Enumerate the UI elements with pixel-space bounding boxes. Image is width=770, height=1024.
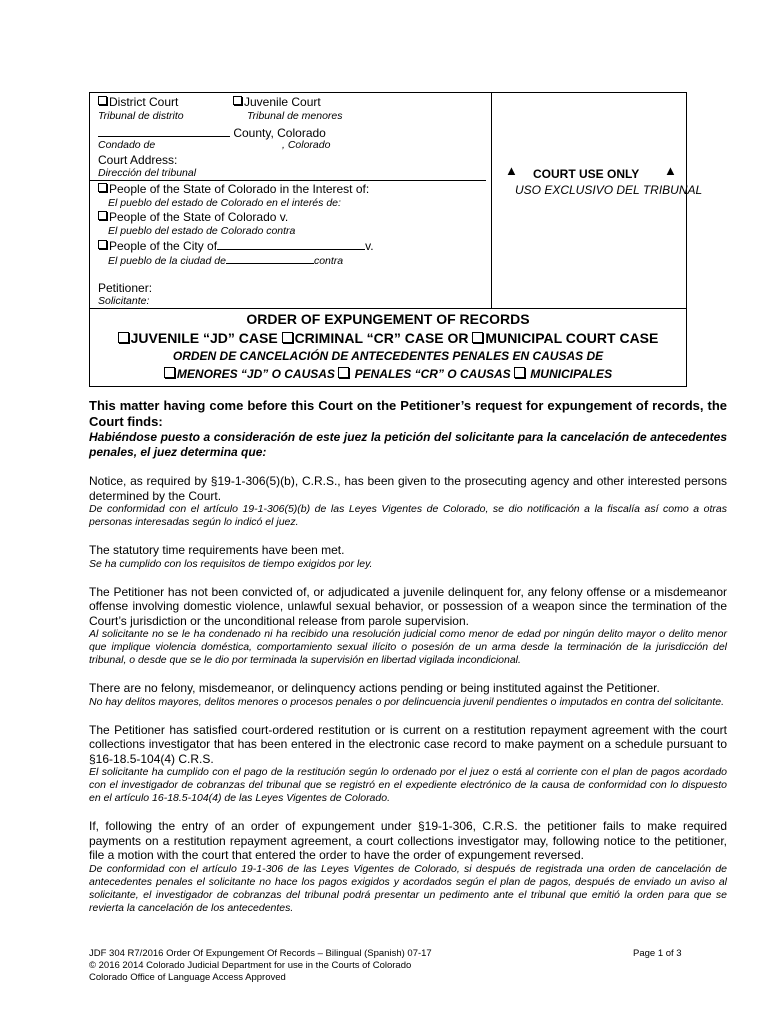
district-court-option[interactable]: District Court — [98, 95, 178, 109]
finding-no-pending-es: No hay delitos mayores, delitos menores o procesos penales o por delincuencia juvenil pendientes o imputados en contra del solicitante. — [89, 695, 725, 708]
checkbox-icon[interactable] — [472, 332, 483, 343]
finding-reversal — [89, 819, 727, 915]
finding-notice-es: De conformidad con el artículo 19-1-306(5)(b) de las Leyes Vigentes de Colorado, se dio notificación a la fiscalía así como a otras personas interesadas según lo indicó el juez. — [89, 503, 727, 528]
approval-note: Colorado Office of Language Access Approved — [89, 972, 286, 983]
city-es-blank — [226, 253, 314, 264]
order-title-block — [90, 308, 686, 387]
order-title: ORDER OF EXPUNGEMENT OF RECORDS — [246, 311, 530, 327]
finding-restitution-es: El solicitante ha cumplido con el pago de la restitución según lo ordenado por el juez o está al corriente con el plan de pagos acordado con el investigador de cobranzas del tribunal que se registró en el expediente electrónico de la causa de conformidad con lo dispuesto en el artículo 16-18.5-104(4) de las Leyes Vigentes de Colorado. — [89, 766, 727, 804]
party-option-state[interactable]: People of the State of Colorado v. — [98, 210, 288, 224]
address-divider — [90, 180, 486, 181]
juvenile-court-option[interactable]: Juvenile Court — [233, 95, 321, 109]
finding-notice — [89, 474, 727, 529]
intro-paragraph — [89, 398, 727, 460]
finding-no-conviction-es: Al solicitante no se le ha condenado ni ha recibido una resolución judicial como menor de edad por ningún delito mayor o delito menor que implique violencia doméstica, comportamiento sexual ilícito o posesión de un arma desde la terminación de la jurisdicción del tribunal, o desde que se le dio por terminada la supervisión en libertad vigilada incondicional. — [89, 628, 727, 666]
order-title-es: ORDEN DE CANCELACIÓN DE ANTECEDENTES PENALES EN CAUSAS DE — [172, 349, 604, 363]
checkbox-icon[interactable] — [98, 240, 107, 249]
checkbox-icon[interactable] — [98, 183, 107, 192]
order-body — [89, 398, 727, 929]
party-option-state-es: El pueblo del estado de Colorado contra — [108, 225, 296, 237]
copyright: © 2016 2014 Colorado Judicial Department for use in the Courts of Colorado — [89, 960, 412, 971]
court-address-label: Court Address: — [98, 153, 178, 167]
checkbox-icon[interactable] — [282, 332, 293, 343]
finding-time-es: Se ha cumplido con los requisitos de tiempo exigidos por ley. — [89, 557, 373, 570]
intro-es: Habiéndose puesto a consideración de este juez la petición del solicitante para la cancelación de antecedentes penales, el juez determina que: — [89, 430, 727, 459]
case-type-line: JUVENILE “JD” CASE CRIMINAL “CR” CASE OR MUNICIPAL COURT CASE — [90, 330, 686, 346]
finding-notice-en: Notice, as required by §19-1-306(5)(b), C.R.S., has been given to the prosecuting agency and other interested persons determined by the Court. — [89, 474, 727, 503]
checkbox-icon[interactable] — [118, 332, 129, 343]
county-line: County, Colorado — [98, 124, 326, 140]
court-use-only-box — [492, 93, 703, 308]
form-id: JDF 304 R7/2016 Order Of Expungement Of Records – Bilingual (Spanish) 07-17 — [89, 948, 432, 959]
county-blank[interactable] — [98, 124, 230, 137]
checkbox-icon[interactable] — [164, 367, 175, 378]
party-option-city-es: El pueblo de la ciudad de contra — [108, 255, 344, 267]
petitioner-es: Solicitante: — [98, 295, 150, 307]
checkbox-icon[interactable] — [514, 367, 525, 378]
party-option-city[interactable]: People of the City of v. — [98, 238, 374, 253]
finding-reversal-en: If, following the entry of an order of expungement under §19-1-306, C.R.S. the petitioner fails to make required payments on a restitution repayment agreement, a court collections investigator may, following notice to the petitioner, file a motion with the court that entered the order to have the order of expungement reversed. — [89, 819, 727, 862]
district-court-es: Tribunal de distrito — [98, 110, 184, 122]
finding-time — [89, 543, 727, 571]
arrow-up-icon: ▲ — [505, 163, 518, 178]
juvenile-court-es: Tribunal de menores — [247, 110, 343, 122]
footer-left — [89, 948, 432, 984]
finding-no-conviction — [89, 585, 727, 668]
court-use-only-label: COURT USE ONLY — [533, 167, 640, 181]
intro-en: This matter having come before this Court on the Petitioner’s request for expungement of records, the Court finds: — [89, 398, 727, 429]
court-use-only-es: USO EXCLUSIVO DEL TRIBUNAL — [515, 183, 703, 197]
finding-time-en: The statutory time requirements have been met. — [89, 543, 345, 557]
case-caption-box — [89, 92, 703, 387]
checkbox-icon[interactable] — [98, 211, 107, 220]
case-type-line-es: MENORES “JD” O CAUSAS PENALES “CR” O CAUSAS MUNICIPALES — [90, 367, 686, 381]
caption-left-column — [90, 93, 492, 308]
finding-reversal-es: De conformidad con el artículo 19-1-306 de las Leyes Vigentes de Colorado, si después de registrada una orden de cancelación de antecedentes penales el solicitante no hace los pagos exigidos y acordados según el plan de pagos, después de enviado un aviso al solicitante, el investigador de cobranzas del tribunal podrá presentar un pedimento ante el tribunal que emitió la orden para que se revierta la cancelación de los antecedentes. — [89, 862, 727, 914]
county-es-left: Condado de — [98, 139, 156, 151]
court-address-es: Dirección del tribunal — [98, 167, 197, 179]
county-es-right: , Colorado — [282, 139, 331, 151]
checkbox-icon[interactable] — [98, 96, 107, 105]
finding-no-pending — [89, 681, 727, 709]
party-option-interest-es: El pueblo del estado de Colorado en el interés de: — [108, 197, 341, 209]
city-blank[interactable] — [217, 238, 365, 250]
finding-no-conviction-en: The Petitioner has not been convicted of, or adjudicated a juvenile delinquent for, any felony offense or a misdemeanor offense involving domestic violence, unlawful sexual behavior, or possession of a weapon since the termination of the Court’s jurisdiction or the unconditional release from parole supervision. — [89, 584, 727, 628]
checkbox-icon[interactable] — [233, 96, 242, 105]
petitioner-label: Petitioner: — [98, 281, 153, 295]
page-number: Page 1 of 3 — [633, 948, 682, 959]
finding-restitution — [89, 723, 727, 806]
party-option-interest[interactable]: People of the State of Colorado in the Interest of: — [98, 182, 369, 196]
arrow-up-icon: ▲ — [664, 163, 677, 178]
checkbox-icon[interactable] — [338, 367, 349, 378]
finding-restitution-en: The Petitioner has satisfied court-ordered restitution or is current on a restitution repayment agreement with the court collections investigator that has been entered in the electronic case record to make payment on a schedule pursuant to §16-18.5-104(4) C.R.S. — [89, 722, 727, 766]
finding-no-pending-en: There are no felony, misdemeanor, or delinquency actions pending or being instituted against the Petitioner. — [89, 681, 660, 695]
